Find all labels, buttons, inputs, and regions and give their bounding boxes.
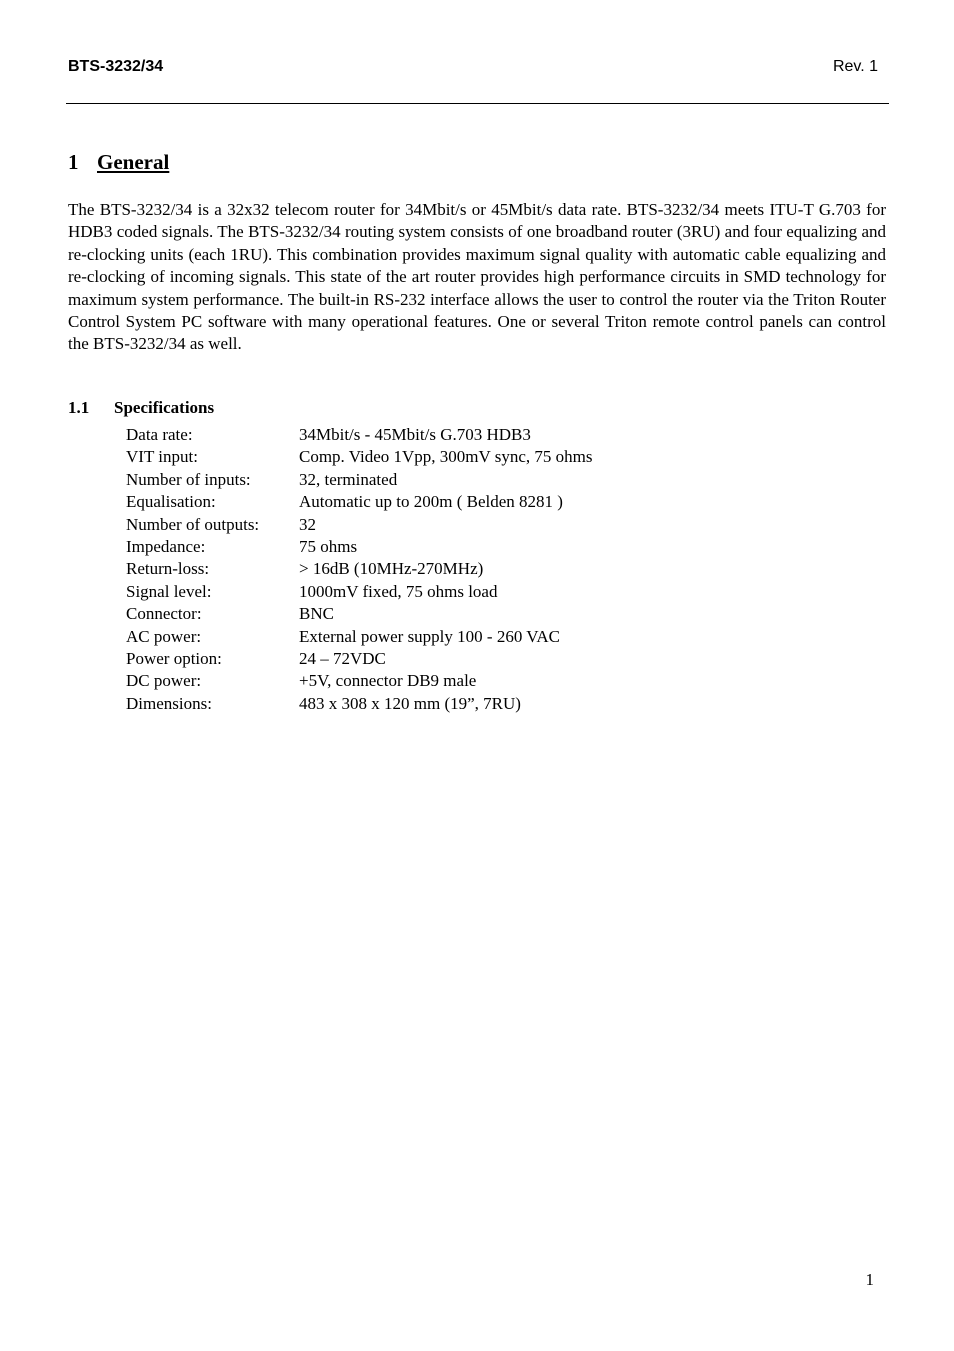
header-divider [66, 103, 889, 104]
spec-row-dimensions [126, 693, 746, 715]
spec-label: Connector: [126, 604, 202, 624]
section-title: General [97, 150, 170, 174]
spec-label: DC power: [126, 671, 202, 691]
spec-value: External power supply 100 - 260 VAC [299, 626, 560, 646]
section-heading [68, 150, 169, 175]
page-number: 1 [865, 1270, 874, 1289]
spec-value: BNC [299, 604, 334, 624]
spec-label: Data rate: [126, 425, 193, 444]
spec-row-vit-input [126, 446, 746, 468]
intro-paragraph: The BTS-3232/34 is a 32x32 telecom router for 34Mbit/s or 45Mbit/s data rate. BTS-3232/34 meets ITU-T G.703 for HDB3 coded signals. The BTS-3232/34 routing system consists of one broadband router (3RU) and four equalizing and re-clocking units (each 1RU). This combination provides maximum signal quality with automatic cable equalizing and re-clocking of incoming signals. This state of the art router provides high performance circuits in SMD technology for maximum system performance. The built-in RS-232 interface allows the user to control the router via the Triton Router Control System PC software with many operational features. One or several Triton remote control panels can control the BTS-3232/34 as well. [68, 200, 886, 354]
revision-label: Rev. 1 [832, 58, 878, 75]
spec-row-impedance [126, 536, 746, 558]
spec-value: 32, terminated [299, 469, 398, 489]
subsection-heading [68, 398, 214, 418]
spec-value: 1000mV fixed, 75 ohms load [299, 581, 498, 601]
spec-label: Signal level: [126, 581, 212, 601]
spec-value: 32 [299, 514, 316, 534]
spec-row-signal-level [126, 581, 746, 603]
spec-value: Automatic up to 200m ( Belden 8281 ) [299, 492, 563, 512]
spec-label: Impedance: [126, 536, 206, 556]
specifications-list [126, 424, 746, 715]
spec-row-connector [126, 603, 746, 625]
spec-value: > 16dB (10MHz-270MHz) [299, 559, 484, 579]
spec-row-data-rate [126, 424, 746, 446]
spec-value: +5V, connector DB9 male [299, 671, 477, 691]
spec-value: 75 ohms [299, 536, 358, 556]
document-id: BTS-3232/34 [68, 58, 164, 75]
spec-value: 34Mbit/s - 45Mbit/s G.703 HDB3 [299, 425, 531, 444]
spec-row-number-of-inputs [126, 469, 746, 491]
spec-value: 24 – 72VDC [299, 648, 386, 668]
spec-label: VIT input: [126, 447, 198, 467]
spec-value: Comp. Video 1Vpp, 300mV sync, 75 ohms [299, 447, 593, 467]
spec-label: Power option: [126, 648, 222, 668]
spec-label: Equalisation: [126, 492, 216, 512]
spec-row-number-of-outputs [126, 514, 746, 536]
section-number: 1 [68, 150, 79, 174]
spec-row-power-option [126, 648, 746, 670]
spec-value: 483 x 308 x 120 mm (19”, 7RU) [299, 693, 521, 713]
spec-label: AC power: [126, 626, 202, 646]
spec-row-ac-power [126, 626, 746, 648]
page-header [68, 58, 878, 82]
spec-row-return-loss [126, 558, 746, 580]
spec-label: Dimensions: [126, 693, 212, 713]
spec-label: Number of inputs: [126, 469, 251, 489]
spec-row-equalisation [126, 491, 746, 513]
spec-label: Return-loss: [126, 559, 210, 579]
spec-label: Number of outputs: [126, 514, 260, 534]
subsection-title: Specifications [114, 398, 215, 417]
spec-row-dc-power [126, 670, 746, 692]
subsection-number: 1.1 [68, 398, 90, 417]
